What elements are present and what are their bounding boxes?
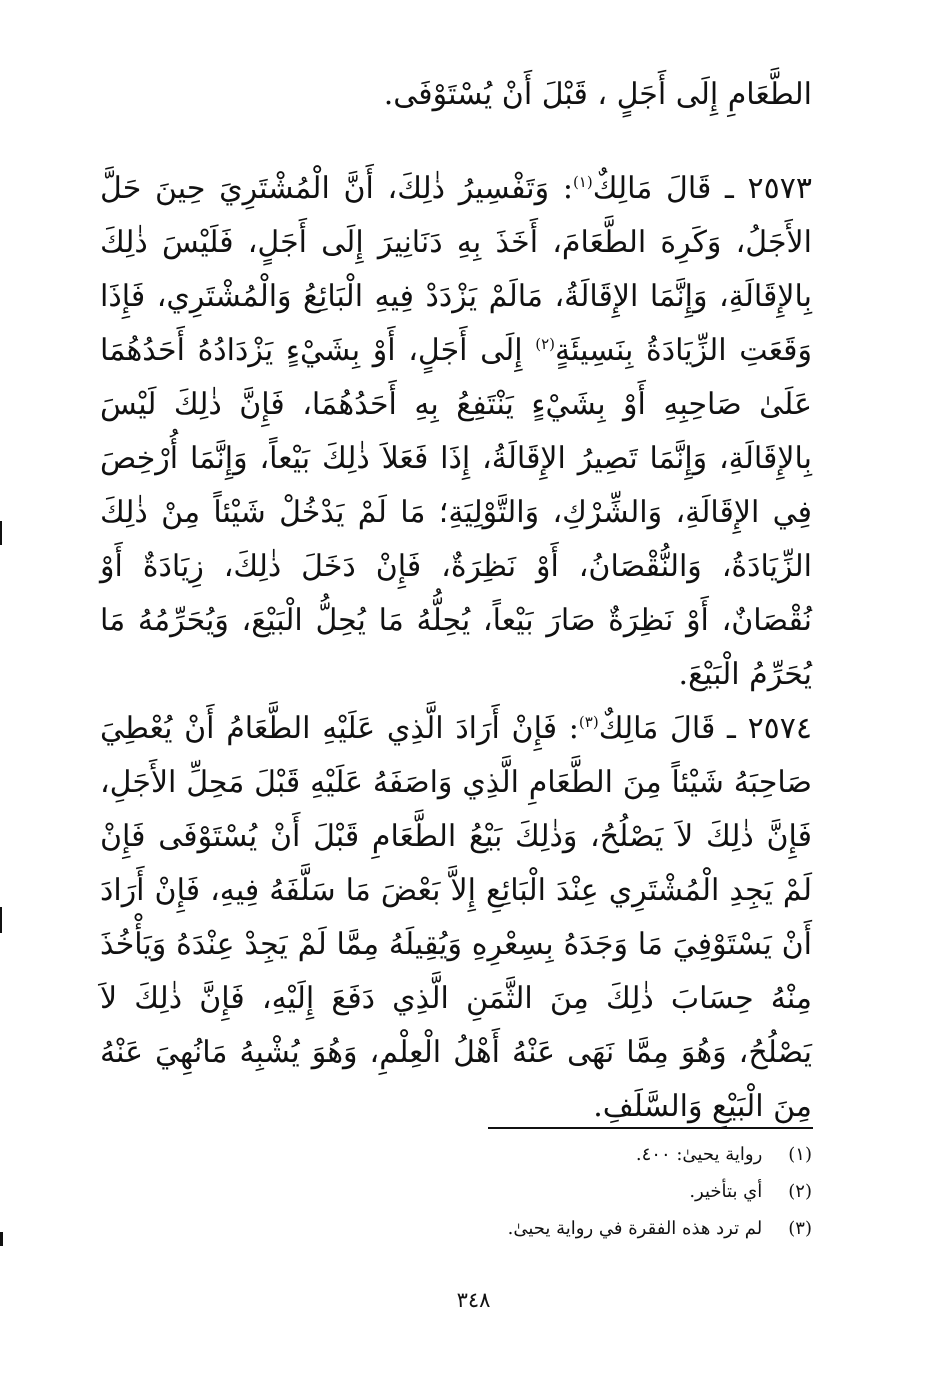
footnote-divider <box>488 1127 813 1129</box>
footnote-text: رواية يحيىٰ: ٤٠٠. <box>635 1144 763 1165</box>
number-dash: ـ <box>715 711 748 746</box>
scan-edge-mark <box>0 907 2 933</box>
footnote-text: لم ترد هذه الفقرة في رواية يحيىٰ. <box>507 1218 763 1239</box>
number-dash: ـ <box>711 171 748 206</box>
paragraph-body-b: إِلَى أَجَلٍ، أَوْ بِشَيْءٍ يَزْدَادُهُ أَحَدُهُمَا عَلَىٰ صَاحِبِهِ أَوْ بِشَيْءٍ يَنْتَفِعُ بِهِ أَحَدُهُمَا، فَإِنَّ ذٰلِكَ لَيْسَ بِالإِقَالَةِ، وَإِنَّمَا تَصِيرُ الإِقَالَةُ، إِذَا فَعَلاَ ذٰلِكَ بَيْعاً، وَإِنَّمَا أُرْخِصَ فِي الإِقَالَةِ، وَالشِّرْكِ، وَالتَّوْلِيَةِ؛ مَا لَمْ يَدْخُلْ شَيْئاً مِنْ ذٰلِكَ الزِّيَادَةُ، وَالنُّقْصَانُ، أَوْ نَظِرَةٌ، فَإِنْ دَخَلَ ذٰلِكَ، زِيَادَةٌ أَوْ نُقْصَانٌ، أَوْ نَظِرَةٌ صَارَ بَيْعاً، يُحِلُّهُ مَا يُحِلُّ الْبَيْعَ، وَيُحَرِّمُهُ مَا يُحَرِّمُ الْبَيْعَ. <box>100 333 812 692</box>
lead-line <box>100 68 812 122</box>
lead-line-text: الطَّعَامِ إِلَى أَجَلٍ ، قَبْلَ أَنْ يُسْتَوْفَى. <box>383 77 812 112</box>
footnote-1 <box>380 1136 812 1173</box>
footnote-3 <box>380 1210 812 1247</box>
paragraph-body-a: : فَإِنْ أَرَادَ الَّذِي عَلَيْهِ الطَّعَامُ أَنْ يُعْطِيَ صَاحِبَهُ شَيْئاً مِنَ الطَّعَامِ الَّذِي وَاصَفَهُ عَلَيْهِ قَبْلَ مَحِلِّ الأَجَلِ، فَإِنَّ ذٰلِكَ لاَ يَصْلُحُ، وَذٰلِكَ بَيْعُ الطَّعَامِ قَبْلَ أَنْ يُسْتَوْفَى فَإِنْ لَمْ يَجِدِ الْمُشْتَرِي عِنْدَ الْبَائِعِ إِلاَّ بَعْضَ مَا سَلَّفَهُ فِيهِ، فَإِنْ أَرَادَ أَنْ يَسْتَوْفِيَ مَا وَجَدَهُ بِسِعْرِهِ وَيُقِيلَهُ مِمَّا لَمْ يَجِدْ عِنْدَهُ وَيَأْخُذَ مِنْهُ حِسَابَ ذٰلِكَ مِنَ الثَّمَنِ الَّذِي دَفَعَ إِلَيْهِ، فَإِنَّ ذٰلِكَ لاَ يَصْلُحُ، وَهُوَ مِمَّا نَهَى عَنْهُ أَهْلُ الْعِلْمِ، وَهُوَ يُشْبِهُ مَانُهِيَ عَنْهُ مِنَ الْبَيْعِ وَالسَّلَفِ. <box>100 711 812 1124</box>
footnote-ref-3: (٣) <box>578 713 599 731</box>
footnote-2 <box>380 1173 812 1210</box>
footnote-text: أي بتأخير. <box>689 1181 763 1202</box>
paragraph-body-a: : وَتَفْسِيرُ ذٰلِكَ، أَنَّ الْمُشْتَرِيَ حِينَ حَلَّ الأَجَلُ، وَكَرِهَ الطَّعَامَ، أَخَذَ بِهِ دَنَانِيرَ إِلَى أَجَلٍ، فَلَيْسَ ذٰلِكَ بِالإِقَالَةِ، وَإِنَّمَا الإِقَالَةُ، مَالَمْ يَزْدَدْ فِيهِ الْبَائِعُ وَالْمُشْتَرِي، فَإِذَا وَقَعَتِ الزِّيَادَةُ بِنَسِيئَةٍ <box>100 171 812 368</box>
paragraph-2573 <box>100 162 812 702</box>
paragraph-head: قَالَ مَالِكٌ <box>598 711 716 746</box>
paragraph-head: قَالَ مَالِكٌ <box>592 171 712 206</box>
paragraph-number: ٢٥٧٣ <box>747 171 812 206</box>
footnote-ref-2: (٢) <box>535 335 556 353</box>
footnote-number: (١) <box>788 1144 812 1165</box>
footnotes <box>380 1136 812 1247</box>
paragraph-2574 <box>100 702 812 1134</box>
scan-edge-mark <box>0 1232 3 1246</box>
footnote-number: (٢) <box>788 1181 812 1202</box>
scan-edge-mark <box>0 521 2 545</box>
paragraph-number: ٢٥٧٤ <box>747 711 813 746</box>
page-number: ٣٤٨ <box>456 1288 491 1312</box>
footnote-number: (٣) <box>788 1218 812 1239</box>
footnote-ref-1: (١) <box>572 173 593 191</box>
